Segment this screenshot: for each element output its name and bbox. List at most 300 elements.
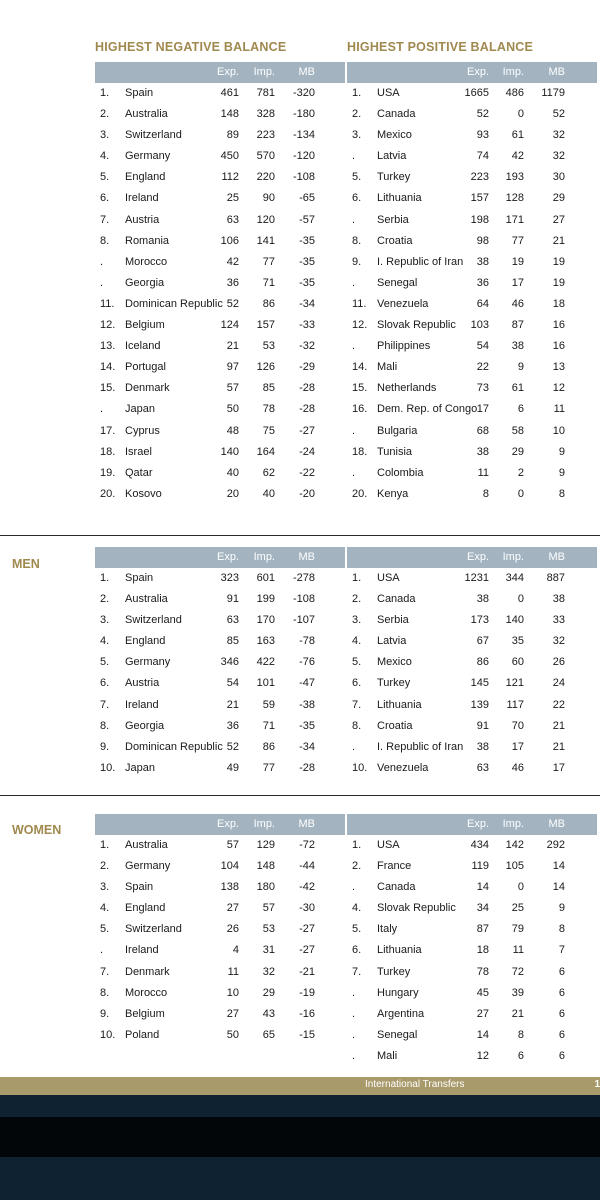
exports-cell: 63: [476, 761, 489, 774]
rank-cell: 5.: [352, 656, 362, 669]
rank-cell: .: [352, 424, 356, 437]
table-row: [95, 463, 345, 484]
country-cell: Senegal: [377, 1028, 418, 1041]
rank-cell: 1.: [100, 87, 110, 99]
table-row: [347, 294, 597, 315]
table-row: [347, 695, 597, 716]
imports-cell: 53: [262, 923, 275, 936]
country-cell: Canada: [377, 881, 416, 894]
imports-cell: 9: [517, 361, 524, 374]
footer-title: International Transfers: [365, 1079, 465, 1090]
imports-cell: 40: [262, 487, 275, 500]
balance-cell: -320: [292, 87, 315, 99]
rank-cell: 5.: [100, 923, 110, 936]
table-row: [347, 1004, 597, 1025]
country-cell: Canada: [377, 108, 416, 121]
rank-cell: 20.: [100, 487, 116, 500]
negative-balance-title: HIGHEST NEGATIVE BALANCE: [95, 40, 287, 54]
exports-cell: 57: [226, 839, 239, 851]
exports-cell: 34: [476, 902, 489, 915]
imports-cell: 328: [256, 108, 275, 121]
country-cell: Japan: [125, 403, 155, 416]
balance-cell: -27: [299, 944, 315, 957]
exports-cell: 22: [476, 361, 489, 374]
imports-cell: 6: [517, 403, 524, 416]
exports-cell: 10: [226, 986, 239, 999]
balance-cell: 13: [552, 361, 565, 374]
country-cell: France: [377, 860, 412, 873]
table-row: [95, 1025, 345, 1046]
imports-cell: 17: [511, 740, 524, 753]
column-header-imp: Imp.: [253, 551, 275, 563]
country-cell: Latvia: [377, 150, 407, 163]
imports-cell: 180: [256, 881, 275, 894]
balance-cell: -35: [299, 234, 315, 247]
table-row: [95, 877, 345, 898]
balance-cell: 33: [552, 614, 565, 627]
rank-cell: 6.: [100, 192, 110, 205]
women-positive-table: [347, 814, 597, 1067]
table-row: [347, 188, 597, 209]
imports-cell: 193: [505, 171, 524, 184]
imports-cell: 163: [256, 635, 275, 648]
imports-cell: 71: [262, 276, 275, 289]
table-row: [95, 983, 345, 1004]
table-row: [347, 716, 597, 737]
exports-cell: 106: [220, 234, 239, 247]
imports-cell: 59: [262, 698, 275, 711]
table-row: [347, 315, 597, 336]
rank-cell: 4.: [352, 902, 362, 915]
rank-cell: .: [100, 944, 104, 957]
country-cell: Georgia: [125, 719, 165, 732]
exports-cell: 157: [470, 192, 489, 205]
balance-cell: -27: [299, 424, 315, 437]
imports-cell: 344: [505, 572, 524, 584]
country-cell: Venezuela: [377, 761, 429, 774]
rank-cell: 1.: [352, 572, 362, 584]
balance-cell: 26: [552, 656, 565, 669]
country-cell: USA: [377, 839, 400, 851]
country-cell: England: [125, 902, 166, 915]
table-header: [95, 62, 345, 83]
rank-cell: 8.: [352, 234, 362, 247]
overall-positive-table: [347, 62, 597, 505]
balance-cell: -134: [292, 129, 315, 142]
rank-cell: 7.: [100, 213, 110, 226]
column-header-imp: Imp.: [502, 66, 524, 78]
rank-cell: 7.: [352, 965, 362, 978]
imports-cell: 199: [256, 593, 275, 606]
imports-cell: 570: [256, 150, 275, 163]
table-row: [95, 484, 345, 505]
rank-cell: 5.: [100, 656, 110, 669]
column-header-exp: Exp.: [216, 551, 239, 563]
section-divider-men: [0, 535, 600, 536]
country-cell: Germany: [125, 860, 171, 873]
rank-cell: .: [352, 340, 356, 353]
women-section-label: WOMEN: [12, 823, 62, 837]
balance-cell: 21: [552, 740, 565, 753]
country-cell: Mexico: [377, 656, 412, 669]
rank-cell: 9.: [100, 1007, 110, 1020]
column-header-mb: MB: [298, 551, 315, 563]
balance-cell: -32: [299, 340, 315, 353]
country-cell: Dominican Republic: [125, 297, 223, 310]
rank-cell: 1.: [100, 572, 110, 584]
country-cell: Tunisia: [377, 445, 413, 458]
exports-cell: 68: [476, 424, 489, 437]
rank-cell: 18.: [352, 445, 368, 458]
table-row: [347, 378, 597, 399]
country-cell: Serbia: [377, 213, 409, 226]
column-header-exp: Exp.: [466, 551, 489, 563]
exports-cell: 49: [226, 761, 239, 774]
table-row: [95, 589, 345, 610]
table-row: [347, 146, 597, 167]
balance-cell: 30: [552, 171, 565, 184]
exports-cell: 21: [226, 698, 239, 711]
balance-cell: 8: [558, 487, 565, 500]
imports-cell: 29: [511, 445, 524, 458]
exports-cell: 48: [226, 424, 239, 437]
imports-cell: 141: [256, 234, 275, 247]
imports-cell: 140: [505, 614, 524, 627]
balance-cell: -27: [299, 923, 315, 936]
imports-cell: 126: [256, 361, 275, 374]
table-row: [95, 104, 345, 125]
country-cell: Bulgaria: [377, 424, 418, 437]
imports-cell: 2: [517, 466, 524, 479]
column-header-exp: Exp.: [466, 818, 489, 830]
table-row: [95, 378, 345, 399]
table-header: [347, 814, 597, 835]
country-cell: Philippines: [377, 340, 431, 353]
country-cell: Germany: [125, 656, 171, 669]
balance-cell: 38: [552, 593, 565, 606]
exports-cell: 138: [220, 881, 239, 894]
footer-band-top: [0, 1095, 600, 1117]
table-row: [347, 589, 597, 610]
imports-cell: 0: [517, 881, 524, 894]
table-row: [95, 336, 345, 357]
rank-cell: 2.: [352, 108, 362, 121]
balance-cell: 6: [558, 1028, 565, 1041]
country-cell: Morocco: [125, 986, 168, 999]
balance-cell: 6: [558, 1049, 565, 1062]
table-row: [95, 631, 345, 652]
exports-cell: 52: [226, 740, 239, 753]
imports-cell: 86: [262, 297, 275, 310]
table-row: [347, 210, 597, 231]
table-row: [347, 273, 597, 294]
exports-cell: 36: [226, 719, 239, 732]
rank-cell: 8.: [100, 234, 110, 247]
country-cell: Austria: [125, 677, 160, 690]
rank-cell: .: [352, 150, 356, 163]
table-row: [347, 940, 597, 961]
exports-cell: 346: [220, 656, 239, 669]
column-header-mb: MB: [298, 818, 315, 830]
country-cell: Spain: [125, 881, 154, 894]
exports-cell: 139: [470, 698, 489, 711]
rank-cell: 2.: [100, 860, 110, 873]
balance-cell: 6: [558, 986, 565, 999]
country-cell: Morocco: [125, 255, 168, 268]
exports-cell: 103: [470, 319, 489, 332]
table-row: [347, 1025, 597, 1046]
imports-cell: 220: [256, 171, 275, 184]
exports-cell: 119: [471, 860, 489, 873]
table-row: [347, 252, 597, 273]
country-cell: Croatia: [377, 234, 413, 247]
column-header-imp: Imp.: [253, 66, 275, 78]
imports-cell: 0: [517, 593, 524, 606]
imports-cell: 148: [256, 860, 275, 873]
country-cell: Denmark: [125, 382, 170, 395]
balance-cell: 32: [552, 129, 565, 142]
country-cell: Netherlands: [377, 382, 437, 395]
table-row: [95, 568, 345, 589]
rank-cell: 2.: [100, 108, 110, 121]
table-row: [95, 125, 345, 146]
table-row: [95, 399, 345, 420]
imports-cell: 11: [512, 944, 524, 957]
imports-cell: 78: [262, 403, 275, 416]
table-row: [95, 315, 345, 336]
balance-cell: 14: [552, 881, 565, 894]
rank-cell: 7.: [100, 965, 110, 978]
rank-cell: 10.: [100, 1028, 116, 1041]
rank-cell: 14.: [352, 361, 368, 374]
balance-cell: -22: [299, 466, 315, 479]
balance-cell: -35: [299, 276, 315, 289]
imports-cell: 101: [256, 677, 275, 690]
imports-cell: 128: [505, 192, 524, 205]
country-cell: USA: [377, 87, 400, 99]
exports-cell: 140: [220, 445, 239, 458]
rank-cell: .: [100, 276, 104, 289]
table-row: [95, 758, 345, 779]
balance-cell: 6: [558, 1007, 565, 1020]
rank-cell: 5.: [352, 923, 362, 936]
imports-cell: 53: [262, 340, 275, 353]
exports-cell: 86: [476, 656, 489, 669]
table-row: [347, 673, 597, 694]
rank-cell: 12.: [100, 319, 116, 332]
rank-cell: 6.: [352, 944, 362, 957]
imports-cell: 62: [262, 466, 275, 479]
column-header-mb: MB: [548, 66, 565, 78]
imports-cell: 46: [511, 761, 524, 774]
table-row: [347, 1046, 597, 1067]
balance-cell: -33: [299, 319, 315, 332]
balance-cell: -76: [299, 656, 315, 669]
exports-cell: 14: [476, 881, 489, 894]
table-row: [347, 104, 597, 125]
imports-cell: 19: [511, 255, 524, 268]
exports-cell: 27: [476, 1007, 489, 1020]
rank-cell: .: [352, 740, 356, 753]
exports-cell: 74: [476, 150, 489, 163]
exports-cell: 27: [226, 1007, 239, 1020]
imports-cell: 31: [262, 944, 275, 957]
imports-cell: 120: [256, 213, 275, 226]
imports-cell: 0: [517, 487, 524, 500]
balance-cell: 27: [552, 213, 565, 226]
table-row: [347, 737, 597, 758]
balance-cell: 1179: [541, 87, 565, 99]
rank-cell: 16.: [352, 403, 368, 416]
table-row: [95, 695, 345, 716]
exports-cell: 17: [476, 403, 489, 416]
balance-cell: -57: [299, 213, 315, 226]
rank-cell: .: [352, 1049, 356, 1062]
rank-cell: 19.: [100, 466, 116, 479]
country-cell: Spain: [125, 572, 154, 584]
country-cell: Dominican Republic: [125, 740, 223, 753]
exports-cell: 50: [226, 403, 239, 416]
exports-cell: 11: [477, 466, 489, 479]
exports-cell: 54: [226, 677, 239, 690]
country-cell: Colombia: [377, 466, 424, 479]
column-header-imp: Imp.: [253, 818, 275, 830]
rank-cell: .: [352, 213, 356, 226]
rank-cell: 9.: [352, 255, 362, 268]
balance-cell: -78: [299, 635, 315, 648]
imports-cell: 17: [511, 276, 524, 289]
exports-cell: 14: [476, 1028, 489, 1041]
country-cell: Slovak Republic: [377, 319, 456, 332]
exports-cell: 89: [226, 129, 239, 142]
imports-cell: 77: [262, 255, 275, 268]
country-cell: England: [125, 635, 166, 648]
balance-cell: -19: [299, 986, 315, 999]
imports-cell: 32: [262, 965, 275, 978]
country-cell: USA: [377, 572, 400, 584]
exports-cell: 73: [476, 382, 489, 395]
rank-cell: 2.: [352, 860, 362, 873]
table-row: [347, 631, 597, 652]
table-row: [95, 716, 345, 737]
country-cell: Lithuania: [377, 698, 422, 711]
imports-cell: 601: [256, 572, 275, 584]
balance-cell: -20: [299, 487, 315, 500]
balance-cell: 21: [552, 234, 565, 247]
exports-cell: 18: [476, 944, 489, 957]
footer-band-black: [0, 1117, 600, 1157]
imports-cell: 29: [262, 986, 275, 999]
rank-cell: 2.: [352, 593, 362, 606]
rank-cell: 3.: [352, 129, 362, 142]
country-cell: Kosovo: [125, 487, 162, 500]
imports-cell: 43: [262, 1007, 275, 1020]
table-row: [95, 856, 345, 877]
country-cell: Canada: [377, 593, 416, 606]
country-cell: Mali: [377, 1049, 398, 1062]
rank-cell: 17.: [100, 424, 116, 437]
country-cell: Senegal: [377, 276, 418, 289]
rank-cell: 7.: [352, 698, 362, 711]
country-cell: Israel: [125, 445, 152, 458]
exports-cell: 26: [226, 923, 239, 936]
country-cell: Cyprus: [125, 424, 160, 437]
country-cell: Australia: [125, 593, 168, 606]
balance-cell: 32: [552, 150, 565, 163]
imports-cell: 105: [505, 860, 524, 873]
balance-cell: 32: [552, 635, 565, 648]
exports-cell: 461: [220, 87, 239, 99]
rank-cell: 13.: [100, 340, 116, 353]
rank-cell: 8.: [352, 719, 362, 732]
balance-cell: 14: [552, 860, 565, 873]
balance-cell: 52: [552, 108, 565, 121]
rank-cell: 15.: [352, 382, 368, 395]
exports-cell: 54: [476, 340, 489, 353]
country-cell: Japan: [125, 761, 155, 774]
imports-cell: 75: [262, 424, 275, 437]
rank-cell: 12.: [352, 319, 368, 332]
exports-cell: 52: [226, 297, 239, 310]
balance-cell: -15: [299, 1028, 315, 1041]
imports-cell: 46: [511, 297, 524, 310]
country-cell: Australia: [125, 839, 168, 851]
exports-cell: 40: [226, 466, 239, 479]
table-row: [95, 83, 345, 104]
country-cell: Germany: [125, 150, 171, 163]
country-cell: Ireland: [125, 698, 159, 711]
balance-cell: -21: [299, 965, 315, 978]
table-row: [95, 919, 345, 940]
exports-cell: 198: [470, 213, 489, 226]
table-row: [95, 231, 345, 252]
balance-cell: -34: [299, 740, 315, 753]
country-cell: Romania: [125, 234, 170, 247]
balance-cell: 10: [552, 424, 565, 437]
table-row: [95, 673, 345, 694]
rank-cell: 10.: [352, 761, 368, 774]
rank-cell: .: [100, 255, 104, 268]
table-row: [347, 399, 597, 420]
exports-cell: 97: [226, 361, 239, 374]
imports-cell: 42: [511, 150, 524, 163]
country-cell: Belgium: [125, 319, 165, 332]
country-cell: I. Republic of Iran: [377, 740, 464, 753]
rank-cell: 18.: [100, 445, 116, 458]
country-cell: Dem. Rep. of Congo: [377, 403, 478, 416]
table-row: [95, 294, 345, 315]
column-header-imp: Imp.: [502, 818, 524, 830]
exports-cell: 4: [232, 944, 239, 957]
country-cell: Austria: [125, 213, 160, 226]
rank-cell: 3.: [100, 129, 110, 142]
table-row: [95, 1004, 345, 1025]
rank-cell: 2.: [100, 593, 110, 606]
rank-cell: .: [352, 1007, 356, 1020]
balance-cell: 8: [558, 923, 565, 936]
balance-cell: 17: [552, 761, 565, 774]
country-cell: Latvia: [377, 635, 407, 648]
column-header-exp: Exp.: [466, 66, 489, 78]
table-row: [347, 442, 597, 463]
imports-cell: 170: [256, 614, 275, 627]
balance-cell: -108: [292, 171, 315, 184]
exports-cell: 50: [226, 1028, 239, 1041]
table-row: [95, 610, 345, 631]
balance-cell: -108: [292, 593, 315, 606]
table-row: [95, 737, 345, 758]
rank-cell: 7.: [100, 698, 110, 711]
